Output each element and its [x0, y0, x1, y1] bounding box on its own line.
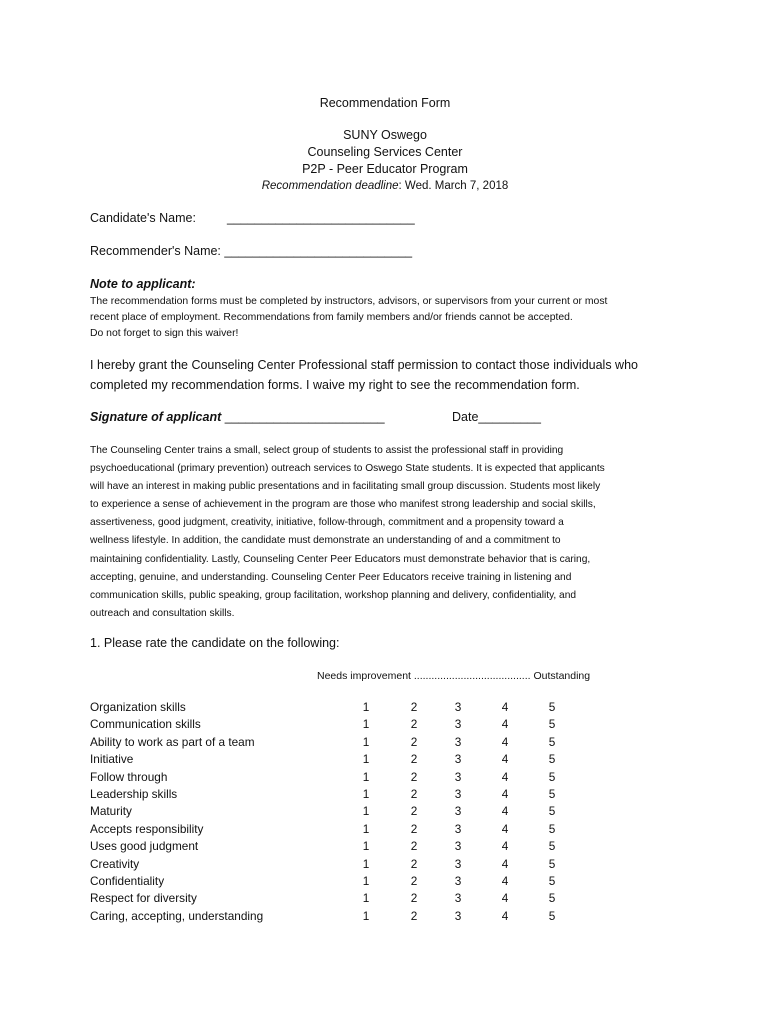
criterion-label: Uses good judgment [90, 839, 199, 854]
rating-option-5[interactable]: 5 [548, 873, 556, 888]
rating-option-4[interactable]: 4 [501, 839, 509, 854]
form-header [0, 95, 770, 194]
rating-option-5[interactable]: 5 [548, 717, 556, 732]
description-line: will have an interest in making public presentations and in facilitating small group discussion. Students most likely [90, 481, 601, 493]
signature-field[interactable] [90, 410, 385, 424]
description-line: outreach and consultation skills. [90, 607, 235, 619]
rating-option-5[interactable]: 5 [548, 769, 556, 784]
rating-option-5[interactable]: 5 [548, 752, 556, 767]
rating-option-3[interactable]: 3 [454, 752, 462, 767]
rating-option-2[interactable]: 2 [410, 769, 418, 784]
rating-option-4[interactable]: 4 [501, 700, 509, 714]
rating-option-5[interactable]: 5 [548, 821, 556, 836]
description-line: communication skills, public speaking, group facilitation, workshop planning and delivery, confidentiality, and [90, 589, 577, 601]
rating-option-1[interactable]: 1 [362, 908, 370, 923]
rating-option-2[interactable]: 2 [410, 891, 418, 906]
criterion-label: Accepts responsibility [90, 821, 204, 836]
rating-option-3[interactable]: 3 [454, 839, 462, 854]
rating-option-2[interactable]: 2 [410, 839, 418, 854]
note-title: Note to applicant: [90, 277, 196, 291]
rating-option-1[interactable]: 1 [362, 734, 370, 749]
rating-option-4[interactable]: 4 [501, 908, 509, 923]
waiver-statement [90, 355, 690, 395]
criterion-label: Organization skills [90, 700, 186, 714]
program-name: P2P - Peer Educator Program [302, 162, 468, 176]
rating-option-1[interactable]: 1 [362, 839, 370, 854]
recommender-name-label: Recommender's Name: [90, 244, 221, 258]
recommender-name-field[interactable] [90, 244, 412, 258]
description-line: to experience a sense of achievement in the program are those who manifest strong leadership and social skills, [90, 499, 596, 511]
rating-option-5[interactable]: 5 [548, 891, 556, 906]
criterion-label: Leadership skills [90, 786, 178, 801]
rating-option-3[interactable]: 3 [454, 769, 462, 784]
rating-option-3[interactable]: 3 [454, 717, 462, 732]
waiver-line: completed my recommendation forms. I waive my right to see the recommendation form. [90, 378, 580, 392]
rating-option-5[interactable]: 5 [548, 786, 556, 801]
description-line: wellness lifestyle. In addition, the candidate must demonstrate an understanding of and a commitment to [90, 535, 561, 547]
rating-option-1[interactable]: 1 [362, 786, 370, 801]
question-1-title: 1. Please rate the candidate on the following: [90, 636, 340, 650]
rating-option-4[interactable]: 4 [501, 717, 509, 732]
candidate-name-field[interactable] [90, 211, 415, 225]
rating-option-1[interactable]: 1 [362, 700, 370, 714]
rating-option-2[interactable]: 2 [410, 804, 418, 819]
note-body [90, 294, 680, 342]
institution-name: SUNY Oswego [343, 128, 427, 142]
rating-option-1[interactable]: 1 [362, 891, 370, 906]
rating-option-4[interactable]: 4 [501, 752, 509, 767]
program-description [90, 442, 680, 623]
rating-option-3[interactable]: 3 [454, 873, 462, 888]
rating-option-4[interactable]: 4 [501, 856, 509, 871]
rating-option-4[interactable]: 4 [501, 804, 509, 819]
rating-option-3[interactable]: 3 [454, 734, 462, 749]
criterion-label: Caring, accepting, understanding [90, 908, 264, 923]
note-line: The recommendation forms must be completed by instructors, advisors, or supervisors from your current or most [90, 296, 608, 307]
rating-option-1[interactable]: 1 [362, 856, 370, 871]
rating-option-1[interactable]: 1 [362, 804, 370, 819]
rating-option-3[interactable]: 3 [454, 786, 462, 801]
criterion-label: Respect for diversity [90, 891, 197, 906]
rating-option-4[interactable]: 4 [501, 891, 509, 906]
note-line: recent place of employment. Recommendations from family members and/or friends cannot be accepted. [90, 312, 573, 323]
rating-option-5[interactable]: 5 [548, 856, 556, 871]
criterion-label: Communication skills [90, 717, 201, 732]
date-field[interactable]: Date_________ [452, 410, 541, 424]
rating-option-2[interactable]: 2 [410, 717, 418, 732]
signature-line[interactable]: _______________________ [221, 410, 385, 424]
rating-option-2[interactable]: 2 [410, 786, 418, 801]
rating-option-1[interactable]: 1 [362, 769, 370, 784]
criterion-label: Maturity [90, 804, 132, 819]
rating-option-4[interactable]: 4 [501, 734, 509, 749]
deadline-value: : Wed. March 7, 2018 [398, 180, 509, 192]
description-line: assertiveness, good judgment, creativity, initiative, follow-through, commitment and a propensity toward a [90, 517, 564, 529]
rating-option-5[interactable]: 5 [548, 734, 556, 749]
rating-option-2[interactable]: 2 [410, 752, 418, 767]
rating-option-2[interactable]: 2 [410, 908, 418, 923]
rating-option-5[interactable]: 5 [548, 700, 556, 714]
rating-option-1[interactable]: 1 [362, 752, 370, 767]
deadline-label: Recommendation deadline [261, 180, 399, 192]
rating-option-4[interactable]: 4 [501, 873, 509, 888]
rating-option-3[interactable]: 3 [454, 908, 462, 923]
rating-option-4[interactable]: 4 [501, 786, 509, 801]
description-line: The Counseling Center trains a small, select group of students to assist the professional staff in providing [90, 445, 564, 456]
rating-option-5[interactable]: 5 [548, 908, 556, 923]
department-name: Counseling Services Center [307, 145, 463, 159]
candidate-name-label: Candidate's Name: [90, 211, 196, 225]
rating-option-4[interactable]: 4 [501, 821, 509, 836]
criterion-label: Initiative [90, 752, 134, 767]
rating-option-2[interactable]: 2 [410, 700, 418, 714]
recommender-name-line[interactable]: ___________________________ [224, 244, 413, 258]
criterion-label: Follow through [90, 769, 168, 784]
criterion-label: Confidentiality [90, 873, 165, 888]
form-title: Recommendation Form [319, 96, 451, 110]
rating-option-2[interactable]: 2 [410, 734, 418, 749]
rating-option-3[interactable]: 3 [454, 856, 462, 871]
rating-option-3[interactable]: 3 [454, 804, 462, 819]
rating-option-1[interactable]: 1 [362, 873, 370, 888]
description-line: psychoeducational (primary prevention) outreach services to Oswego State students. It is expected that applicants [90, 463, 605, 475]
candidate-name-line[interactable]: ___________________________ [227, 211, 415, 225]
rating-option-4[interactable]: 4 [501, 769, 509, 784]
description-line: maintaining confidentiality. Lastly, Counseling Center Peer Educators must demonstrate behavior that is caring, [90, 553, 591, 565]
signature-label: Signature of applicant [90, 410, 222, 424]
rating-scale-label: Needs improvement ........................................ Outstanding [317, 670, 591, 682]
rating-option-3[interactable]: 3 [454, 821, 462, 836]
rating-option-1[interactable]: 1 [362, 821, 370, 836]
rating-option-3[interactable]: 3 [454, 891, 462, 906]
rating-option-3[interactable]: 3 [454, 700, 462, 714]
rating-option-1[interactable]: 1 [362, 717, 370, 732]
rating-option-2[interactable]: 2 [410, 856, 418, 871]
criterion-label: Creativity [90, 856, 140, 871]
description-line: accepting, genuine, and understanding. Counseling Center Peer Educators receive training in listening and [90, 571, 572, 583]
rating-option-2[interactable]: 2 [410, 821, 418, 836]
deadline-line [0, 178, 770, 194]
waiver-line: I hereby grant the Counseling Center Professional staff permission to contact those individuals who [90, 358, 638, 372]
rating-option-5[interactable]: 5 [548, 839, 556, 854]
note-line: Do not forget to sign this waiver! [90, 328, 239, 339]
criterion-label: Ability to work as part of a team [90, 734, 255, 749]
rating-option-2[interactable]: 2 [410, 873, 418, 888]
rating-option-5[interactable]: 5 [548, 804, 556, 819]
